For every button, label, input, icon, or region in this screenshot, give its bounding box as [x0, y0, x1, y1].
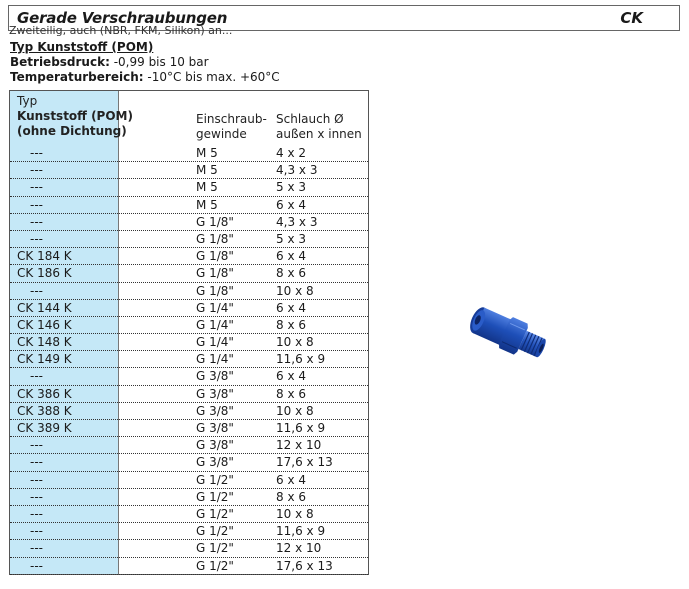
- type-cell: CK 389 K: [17, 421, 72, 435]
- thread-cell: M 5: [196, 197, 218, 212]
- hose-cell: 11,6 x 9: [276, 421, 326, 435]
- blue-straight-fitting-image: [462, 296, 552, 370]
- table-row: [10, 317, 368, 334]
- cut-off-text-line: Zweiteilig, auch (NBR, FKM, Silikon) an...: [9, 24, 233, 37]
- type-cell: ---: [30, 214, 43, 229]
- temperature-label: Temperaturbereich:: [10, 70, 144, 84]
- hose-cell: 6 x 4: [276, 300, 306, 315]
- hose-cell: 8 x 6: [276, 386, 306, 401]
- type-cell: ---: [30, 283, 43, 298]
- type-cell: ---: [30, 541, 43, 556]
- thread-cell: M 5: [196, 180, 218, 195]
- thread-cell: G 1/2": [196, 558, 234, 573]
- col3-header: Schlauch Ø außen x innen: [276, 112, 362, 141]
- table-row: [10, 265, 368, 282]
- thread-cell: G 1/8": [196, 266, 234, 281]
- hose-cell: 4,3 x 3: [276, 214, 318, 229]
- hose-cell: 10 x 8: [276, 335, 314, 350]
- type-cell: ---: [30, 146, 43, 160]
- table-row: [10, 523, 368, 540]
- type-cell: ---: [30, 455, 43, 470]
- thread-cell: G 1/4": [196, 300, 234, 315]
- table-row: [10, 558, 368, 575]
- table-row: [10, 403, 368, 420]
- table-body: [10, 145, 368, 575]
- thread-cell: G 1/4": [196, 335, 234, 350]
- hose-cell: 12 x 10: [276, 438, 322, 453]
- thread-cell: G 3/8": [196, 438, 234, 453]
- type-cell: ---: [30, 489, 43, 504]
- thread-cell: G 3/8": [196, 403, 234, 418]
- table-row: [10, 540, 368, 557]
- type-cell: CK 386 K: [17, 386, 72, 401]
- type-cell: CK 149 K: [17, 352, 72, 367]
- type-cell: ---: [30, 558, 43, 573]
- type-cell: CK 146 K: [17, 317, 72, 332]
- table-row: [10, 197, 368, 214]
- thread-cell: G 1/4": [196, 352, 234, 367]
- table-row: [10, 162, 368, 179]
- type-cell: CK 148 K: [17, 335, 72, 350]
- thread-cell: G 1/2": [196, 541, 234, 556]
- thread-cell: G 1/2": [196, 524, 234, 539]
- type-cell: ---: [30, 369, 43, 384]
- table-row: [10, 351, 368, 368]
- hose-cell: 6 x 4: [276, 249, 306, 264]
- hose-cell: 6 x 4: [276, 369, 306, 384]
- hose-cell: 6 x 4: [276, 197, 306, 212]
- type-cell: CK 144 K: [17, 300, 72, 315]
- hose-cell: 11,6 x 9: [276, 524, 326, 539]
- series-code: CK: [620, 9, 643, 27]
- hose-cell: 10 x 8: [276, 403, 314, 418]
- table-row: [10, 506, 368, 523]
- thread-cell: G 3/8": [196, 455, 234, 470]
- thread-cell: G 1/8": [196, 249, 234, 264]
- page-title: Gerade Verschraubungen: [17, 9, 228, 27]
- table-row: [10, 454, 368, 471]
- table-row: [10, 231, 368, 248]
- type-cell: ---: [30, 472, 43, 487]
- temperature-value: -10°C bis max. +60°C: [147, 70, 280, 84]
- thread-cell: G 1/8": [196, 283, 234, 298]
- table-row: [10, 334, 368, 351]
- table-row: [10, 248, 368, 265]
- hose-cell: 10 x 8: [276, 506, 314, 521]
- type-cell: ---: [30, 506, 43, 521]
- type-cell: ---: [30, 438, 43, 453]
- table-row: [10, 179, 368, 196]
- type-cell: ---: [30, 524, 43, 539]
- table-row: [10, 489, 368, 506]
- col2-header: Einschraub- gewinde: [196, 112, 267, 141]
- thread-cell: G 1/8": [196, 214, 234, 229]
- thread-cell: G 3/8": [196, 369, 234, 384]
- operating-pressure: [10, 55, 209, 70]
- temperature-range: [10, 70, 280, 85]
- hose-cell: 4,3 x 3: [276, 163, 318, 178]
- table-row: [10, 300, 368, 317]
- hose-cell: 10 x 8: [276, 283, 314, 298]
- col1-header: Typ Kunststoff (POM) (ohne Dichtung): [17, 94, 133, 138]
- row-separator: [10, 574, 368, 575]
- hose-cell: 12 x 10: [276, 541, 322, 556]
- thread-cell: G 1/4": [196, 317, 234, 332]
- table-row: [10, 368, 368, 385]
- pressure-label: Betriebsdruck:: [10, 55, 110, 69]
- hose-cell: 8 x 6: [276, 489, 306, 504]
- table-row: [10, 283, 368, 300]
- thread-cell: G 1/2": [196, 489, 234, 504]
- thread-cell: G 3/8": [196, 421, 234, 435]
- hose-cell: 11,6 x 9: [276, 352, 326, 367]
- hose-cell: 8 x 6: [276, 317, 306, 332]
- table-row: [10, 437, 368, 454]
- thread-cell: G 3/8": [196, 386, 234, 401]
- table-row: [10, 420, 368, 437]
- table-row: [10, 145, 368, 162]
- type-heading: Typ Kunststoff (POM): [10, 40, 154, 54]
- thread-cell: M 5: [196, 146, 218, 160]
- type-cell: ---: [30, 231, 43, 246]
- hose-cell: 17,6 x 13: [276, 558, 333, 573]
- thread-cell: G 1/2": [196, 506, 234, 521]
- hose-cell: 5 x 3: [276, 180, 306, 195]
- thread-cell: M 5: [196, 163, 218, 178]
- product-table: [9, 90, 369, 575]
- hose-cell: 5 x 3: [276, 231, 306, 246]
- hose-cell: 8 x 6: [276, 266, 306, 281]
- table-row: [10, 472, 368, 489]
- hose-cell: 17,6 x 13: [276, 455, 333, 470]
- table-row: [10, 214, 368, 231]
- type-cell: CK 184 K: [17, 249, 72, 264]
- type-cell: ---: [30, 163, 43, 178]
- pressure-value: -0,99 bis 10 bar: [113, 55, 209, 69]
- type-cell: CK 186 K: [17, 266, 72, 281]
- hose-cell: 6 x 4: [276, 472, 306, 487]
- table-row: [10, 386, 368, 403]
- thread-cell: G 1/2": [196, 472, 234, 487]
- type-cell: ---: [30, 180, 43, 195]
- hose-cell: 4 x 2: [276, 146, 306, 160]
- type-cell: CK 388 K: [17, 403, 72, 418]
- thread-cell: G 1/8": [196, 231, 234, 246]
- type-cell: ---: [30, 197, 43, 212]
